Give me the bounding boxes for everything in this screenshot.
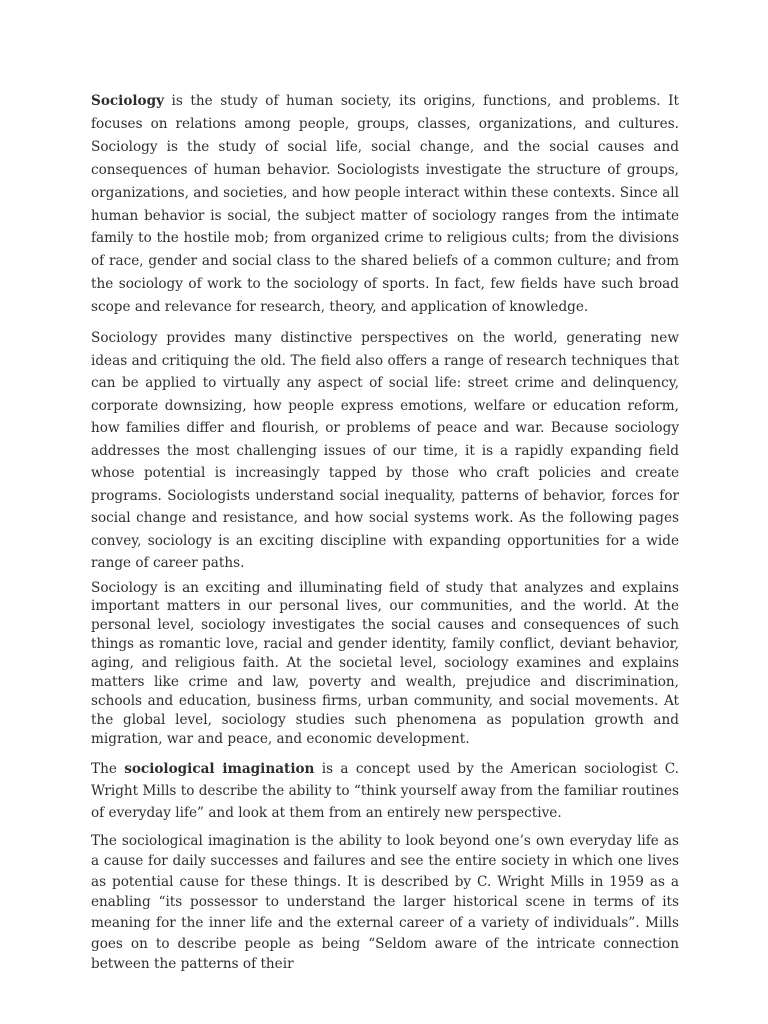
term-sociology: Sociology bbox=[91, 93, 165, 109]
paragraph-mills-description bbox=[91, 831, 679, 975]
document-page bbox=[91, 90, 679, 975]
paragraph-text: is a concept used by the American sociologist C. Wright Mills to describe the ability to “think yourself away from the familiar routines of everyday life” and look at them from an entirely new perspective. bbox=[91, 760, 679, 822]
paragraph-text: Sociology provides many distinctive perspectives on the world, generating new ideas and critiquing the old. The field also offers a range of research techniques that can be applied to virtually any aspect of social life: street crime and delinquency, corporate downsizing, how people express emotions, welfare or education reform, how families differ and flourish, or problems of peace and war. Because sociology addresses the most challenging issues of our time, it is a rapidly expanding field whose potential is increasingly tapped by those who craft policies and create programs. Sociologists understand social inequality, patterns of behavior, forces for social change and resistance, and how social systems work. As the following pages convey, sociology is an exciting discipline with expanding opportunities for a wide range of career paths. bbox=[91, 330, 679, 572]
term-sociological-imagination: sociological imagination bbox=[124, 760, 315, 777]
paragraph-text: The sociological imagination is the ability to look beyond one’s own everyday life as a cause for daily successes and failures and see the entire society in which one lives as potential cause for these things. It is described by C. Wright Mills in 1959 as a enabling “its possessor to understand the larger historical scene in terms of its meaning for the inner life and the external career of a variety of individuals”. Mills goes on to describe people as being “Seldom aware of the intricate connection between the patterns of their bbox=[91, 832, 679, 973]
paragraph-field-of-study bbox=[91, 579, 679, 749]
paragraph-prefix: The bbox=[91, 760, 125, 777]
paragraph-sociology-definition bbox=[91, 90, 679, 319]
paragraph-text: Sociology is an exciting and illuminating field of study that analyzes and explains important matters in our personal lives, our communities, and the world. At the personal level, sociology investigates the social causes and consequences of such things as romantic love, racial and gender identity, family conflict, deviant behavior, aging, and religious faith. At the societal level, sociology examines and explains matters like crime and law, poverty and wealth, prejudice and discrimination, schools and education, business firms, urban community, and social movements. At the global level, sociology studies such phenomena as population growth and migration, war and peace, and economic development. bbox=[91, 579, 679, 747]
paragraph-perspectives bbox=[91, 327, 679, 575]
paragraph-sociological-imagination bbox=[91, 758, 679, 825]
paragraph-text: is the study of human society, its origins, functions, and problems. It focuses on relations among people, groups, classes, organizations, and cultures. Sociology is the study of social life, social change, and the social causes and consequences of human behavior. Sociologists investigate the structure of groups, organizations, and societies, and how people interact within these contexts. Since all human behavior is social, the subject matter of sociology ranges from the intimate family to the hostile mob; from organized crime to religious cults; from the divisions of race, gender and social class to the shared beliefs of a common culture; and from the sociology of work to the sociology of sports. In fact, few fields have such broad scope and relevance for research, theory, and application of knowledge. bbox=[91, 93, 679, 316]
